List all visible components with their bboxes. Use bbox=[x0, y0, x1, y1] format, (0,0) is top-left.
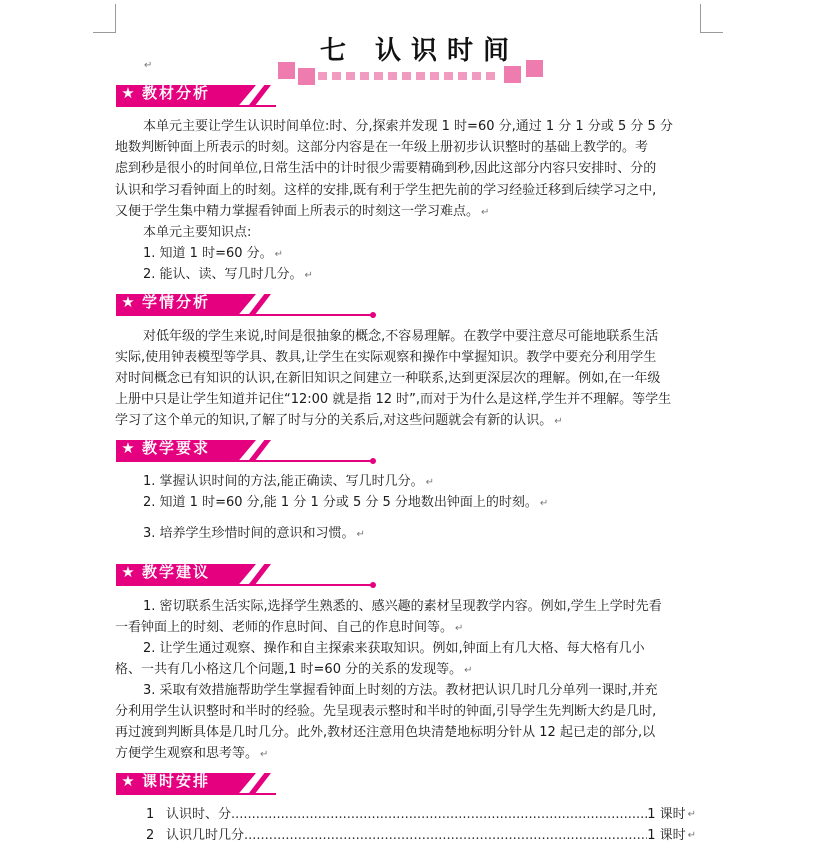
paragraph-mark: ↵ bbox=[687, 830, 696, 841]
deco-dash bbox=[486, 72, 495, 80]
star-icon: ★ bbox=[121, 293, 135, 311]
paragraph-mark: ↵ bbox=[539, 498, 549, 509]
paragraph-text: 格、一共有几小格这几个问题,1 时=60 分的关系的发现等。 bbox=[115, 662, 463, 677]
paragraph-line: 认识和学习看钟面上的时刻。这样的安排,既有利于学生把先前的学习经验迁移到后续学习之中, bbox=[115, 183, 657, 198]
paragraph-mark: ↵ bbox=[425, 477, 435, 488]
deco-dash bbox=[444, 72, 453, 80]
star-icon: ★ bbox=[121, 772, 135, 790]
deco-square bbox=[504, 66, 521, 83]
paragraph-line bbox=[115, 618, 715, 639]
crop-mark-top-right bbox=[700, 4, 723, 33]
list-item-text: 3. 培养学生珍惜时间的意识和习惯。 bbox=[143, 526, 355, 541]
paragraph-text: 学习了这个单元的知识,了解了时与分的关系后,对这些问题就会有新的认识。 bbox=[115, 413, 553, 428]
section-header-schedule bbox=[116, 771, 388, 795]
title-decoration bbox=[278, 60, 553, 84]
section-title: 教学建议 bbox=[142, 563, 211, 581]
paragraph-line: 上册中只是让学生知道并记住“12:00 就是指 12 时”,而对于为什么是这样,学生并不理解。等学生 bbox=[115, 392, 672, 407]
paragraph-text: 方便学生观察和思考等。 bbox=[115, 746, 259, 761]
deco-square bbox=[526, 60, 543, 77]
deco-dash bbox=[374, 72, 383, 80]
paragraph-mark: ↵ bbox=[455, 623, 464, 634]
paragraph-line: 对时间概念已有知识的认识,在新旧知识之间建立一种联系,达到更深层次的理解。例如,在一年级 bbox=[115, 371, 661, 386]
section-title: 学情分析 bbox=[142, 293, 211, 311]
paragraph-mark: ↵ bbox=[304, 270, 313, 281]
paragraph-mark: ↵ bbox=[274, 249, 284, 260]
paragraph-line bbox=[115, 411, 715, 432]
schedule-row-hours: 1 课时 bbox=[647, 828, 686, 843]
section-header-student-analysis bbox=[116, 292, 388, 316]
star-icon: ★ bbox=[121, 439, 135, 457]
dot-leader bbox=[231, 805, 647, 825]
paragraph-line: 本单元主要让学生认识时间单位:时、分,探索并发现 1 时=60 分,通过 1 分 1 分或 5 分 5 分 bbox=[143, 119, 673, 134]
dot-leader bbox=[244, 826, 647, 846]
paragraph-mark: ↵ bbox=[554, 416, 563, 427]
star-icon: ★ bbox=[121, 84, 135, 102]
paragraph-line bbox=[115, 744, 715, 765]
list-item-text: 1. 知道 1 时=60 分。 bbox=[143, 246, 273, 261]
paragraph-mark: ↵ bbox=[356, 529, 365, 540]
list-item bbox=[143, 244, 743, 265]
deco-dash bbox=[318, 72, 327, 80]
paragraph-mark: ↵ bbox=[687, 809, 696, 820]
paragraph-line: 分利用学生认识整时和半时的经验。先呈现表示整时和半时的钟面,引导学生先判断大约是几时, bbox=[115, 704, 657, 719]
paragraph-mark: ↵ bbox=[144, 60, 153, 71]
paragraph-line: 地数判断钟面上所表示的时刻。这部分内容是在一年级上册初步认识整时的基础上教学的。考 bbox=[115, 140, 649, 155]
schedule-row bbox=[146, 826, 696, 846]
schedule-row bbox=[146, 805, 696, 825]
deco-dash bbox=[430, 72, 439, 80]
schedule-row-hours: 1 课时 bbox=[647, 807, 686, 822]
section-underline-dot bbox=[370, 582, 376, 588]
list-item-text: 2. 能认、读、写几时几分。 bbox=[143, 267, 303, 282]
paragraph-mark: ↵ bbox=[260, 749, 269, 760]
paragraph-line: 虑到秒是很小的时间单位,日常生活中的计时很少需要精确到秒,因此这部分内容只安排时、分的 bbox=[115, 161, 657, 176]
section-underline bbox=[116, 314, 374, 316]
paragraph-line: 再过渡到判断具体是几时几分。此外,教材还注意用色块清楚地标明分针从 12 起已走的部分,以 bbox=[115, 725, 656, 740]
star-icon: ★ bbox=[121, 563, 135, 581]
section-underline-dot bbox=[370, 458, 376, 464]
deco-dash bbox=[360, 72, 369, 80]
section-underline-dot bbox=[370, 312, 376, 318]
paragraph-line bbox=[115, 202, 715, 223]
deco-dash bbox=[402, 72, 411, 80]
deco-dash bbox=[416, 72, 425, 80]
paragraph-text: 又便于学生集中精力掌握看钟面上所表示的时刻这一学习难点。 bbox=[115, 204, 480, 219]
deco-dash bbox=[388, 72, 397, 80]
paragraph-line: 3. 采取有效措施帮助学生掌握看钟面上时刻的方法。教材把认识几时几分单列一课时,并充 bbox=[143, 683, 658, 698]
paragraph-line: 实际,使用钟表模型等学具、教具,让学生在实际观察和操作中掌握知识。教学中要充分利用学生 bbox=[115, 350, 657, 365]
schedule-row-number: 2 bbox=[146, 828, 155, 843]
paragraph-text: 一看钟面上的时刻、老师的作息时间、自己的作息时间等。 bbox=[115, 620, 454, 635]
schedule-row-number: 1 bbox=[146, 807, 155, 822]
deco-square bbox=[278, 62, 295, 79]
list-item bbox=[143, 472, 743, 493]
section-title: 教材分析 bbox=[142, 84, 211, 102]
section-title: 教学要求 bbox=[142, 439, 211, 457]
schedule-row-name: 认识时、分 bbox=[166, 807, 232, 822]
paragraph-line: 对低年级的学生来说,时间是很抽象的概念,不容易理解。在教学中要注意尽可能地联系生活 bbox=[143, 329, 659, 344]
deco-dash bbox=[332, 72, 341, 80]
section-underline bbox=[116, 460, 374, 462]
list-item bbox=[143, 493, 743, 514]
list-item-text: 1. 掌握认识时间的方法,能正确读、写几时几分。 bbox=[143, 474, 424, 489]
deco-dash bbox=[346, 72, 355, 80]
list-item bbox=[143, 265, 743, 286]
crop-mark-top-left bbox=[93, 4, 116, 33]
page-title: 七 认识时间 bbox=[320, 36, 520, 66]
paragraph-line: 2. 让学生通过观察、操作和自主探索来获取知识。例如,钟面上有几大格、每大格有几小 bbox=[143, 641, 645, 656]
section-header-requirements bbox=[116, 438, 388, 462]
deco-dash bbox=[458, 72, 467, 80]
section-title: 课时安排 bbox=[142, 772, 211, 790]
list-item-text: 2. 知道 1 时=60 分,能 1 分 1 分或 5 分 5 分地数出钟面上的时刻。 bbox=[143, 495, 538, 510]
paragraph-line: 本单元主要知识点: bbox=[143, 225, 252, 240]
paragraph-mark: ↵ bbox=[464, 665, 473, 676]
section-header-teaching-analysis bbox=[116, 83, 388, 107]
schedule-row-name: 认识几时几分 bbox=[166, 828, 245, 843]
paragraph-line bbox=[115, 660, 715, 681]
section-underline bbox=[116, 793, 276, 795]
list-item bbox=[143, 524, 743, 545]
paragraph-mark: ↵ bbox=[481, 207, 490, 218]
section-underline bbox=[116, 105, 276, 107]
section-underline bbox=[116, 584, 374, 586]
section-header-suggestions bbox=[116, 562, 388, 586]
deco-dash bbox=[472, 72, 481, 80]
paragraph-line: 1. 密切联系生活实际,选择学生熟悉的、感兴趣的素材呈现教学内容。例如,学生上学时先看 bbox=[143, 599, 662, 614]
